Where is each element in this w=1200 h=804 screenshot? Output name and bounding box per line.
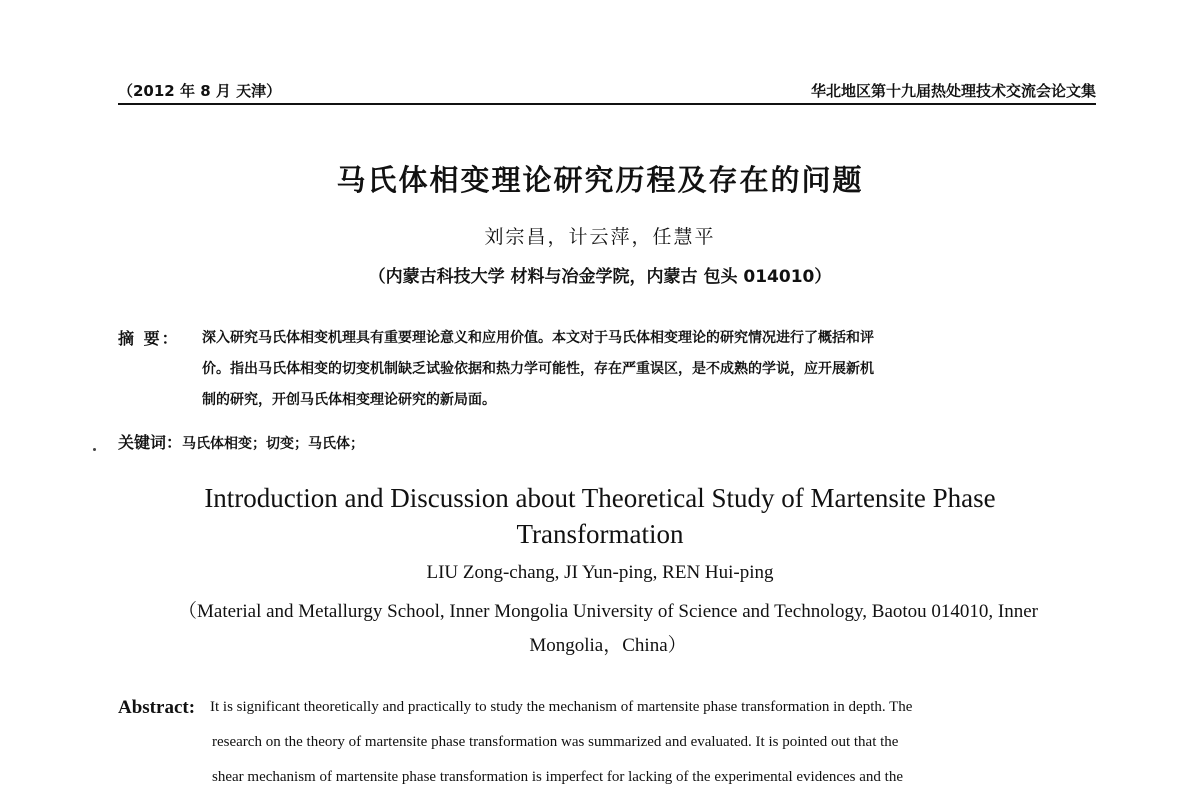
keywords-cn <box>118 430 1083 453</box>
affiliation-en-line: （Material and Metallurgy School, Inner Mongolia University of Science and Technology, Baotou 014010, Inner <box>178 601 1038 622</box>
paper-title-en-line: Transformation <box>516 519 684 549</box>
proceedings-title: 华北地区第十九届热处理技术交流会论文集 <box>810 82 1096 100</box>
abstract-cn-body <box>202 323 1083 416</box>
affiliation-cn: （内蒙古科技大学 材料与冶金学院，内蒙古 包头 014010） <box>368 267 832 287</box>
abstract-cn <box>118 323 1083 416</box>
paper-title-cn: 马氏体相变理论研究历程及存在的问题 <box>336 163 864 197</box>
authors-cn: 刘宗昌，计云萍，任慧平 <box>484 226 716 248</box>
scan-artifact-dot <box>93 448 96 451</box>
abstract-cn-line: 深入研究马氏体相变机理具有重要理论意义和应用价值。本文对于马氏体相变理论的研究情况进行了概括和评 <box>202 330 874 346</box>
keywords-cn-label: 关键词： <box>118 433 183 452</box>
abstract-cn-line: 价。指出马氏体相变的切变机制缺乏试验依据和热力学可能性，存在严重误区，是不成熟的学说，应开展新机 <box>202 361 874 377</box>
keywords-cn-text: 马氏体相变；切变；马氏体； <box>182 436 365 452</box>
authors-en: LIU Zong-chang, JI Yun-ping, REN Hui-ping <box>426 562 774 583</box>
paper-title-en <box>150 480 1050 552</box>
conference-date-location: （2012 年 8 月 天津） <box>118 82 282 100</box>
affiliation-en <box>118 595 1098 663</box>
running-header <box>118 78 1096 102</box>
abstract-en-line: It is significant theoretically and practically to study the mechanism of martensite phase transformation in depth. The <box>210 699 913 715</box>
abstract-en-line: shear mechanism of martensite phase transformation is imperfect for lacking of the experimental evidences and the <box>212 769 903 785</box>
abstract-en <box>118 690 1080 795</box>
abstract-en-label: Abstract: <box>118 697 196 718</box>
header-divider <box>118 103 1096 105</box>
affiliation-en-line: Mongolia，China） <box>529 635 687 656</box>
abstract-cn-label: 摘 要： <box>118 329 180 348</box>
abstract-en-line: research on the theory of martensite phase transformation was summarized and evaluated. It is pointed out that the <box>212 734 899 750</box>
paper-title-en-line: Introduction and Discussion about Theoretical Study of Martensite Phase <box>204 483 996 513</box>
abstract-cn-line: 制的研究，开创马氏体相变理论研究的新局面。 <box>202 392 496 408</box>
